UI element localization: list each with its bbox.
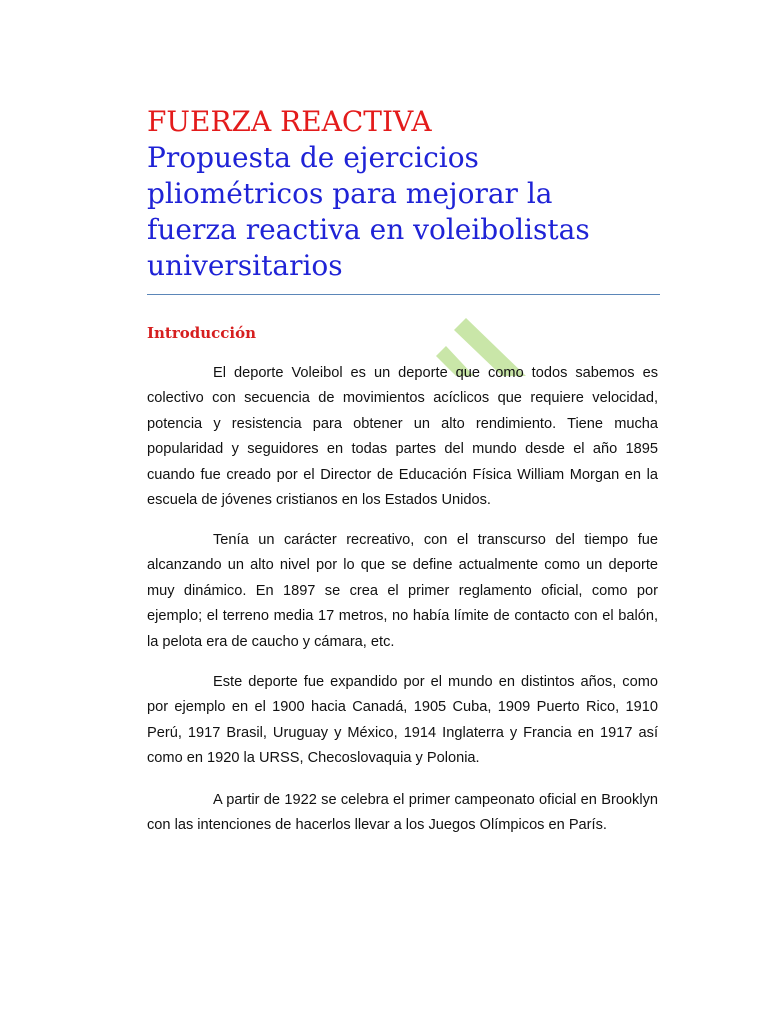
title-divider xyxy=(147,294,660,295)
paragraph-4: A partir de 1922 se celebra el primer campeonato oficial en Brooklyn con las intenciones de hacerlos llevar a los Juegos Olímpicos en París. xyxy=(147,792,658,834)
section-heading: Introducción xyxy=(147,324,257,342)
paragraph-2: Tenía un carácter recreativo, con el transcurso del tiempo fue alcanzando un alto nivel por lo que se define actualmente como un deporte muy dinámico. En 1897 se crea el primer reglamento oficial, como por ejemplo; el terreno media 17 metros, no había límite de contacto con el balón, la pelota era de caucho y cámara, etc. xyxy=(147,532,658,650)
document-title: FUERZA REACTIVA xyxy=(147,105,432,138)
paragraph-3: Este deporte fue expandido por el mundo en distintos años, como por ejemplo en el 1900 hacia Canadá, 1905 Cuba, 1909 Puerto Rico, 1910 Perú, 1917 Brasil, Uruguay y México, 1914 Inglaterra y Francia en 1917 así como en 1920 la URSS, Checoslovaquia y Polonia. xyxy=(147,674,658,767)
document-subtitle: Propuesta de ejercicios pliométricos para mejorar la fuerza reactiva en voleibolistas universitarios xyxy=(147,141,590,282)
paragraph-1: El deporte Voleibol es un deporte que como todos sabemos es colectivo con secuencia de movimientos acíclicos que requiere velocidad, potencia y resistencia para obtener un alto rendimiento. Tiene mucha popularidad y seguidores en todas partes del mundo desde el año 1895 cuando fue creado por el Director de Educación Física William Morgan en la escuela de jóvenes cristianos en los Estados Unidos. xyxy=(147,365,658,509)
title-block xyxy=(147,104,667,284)
